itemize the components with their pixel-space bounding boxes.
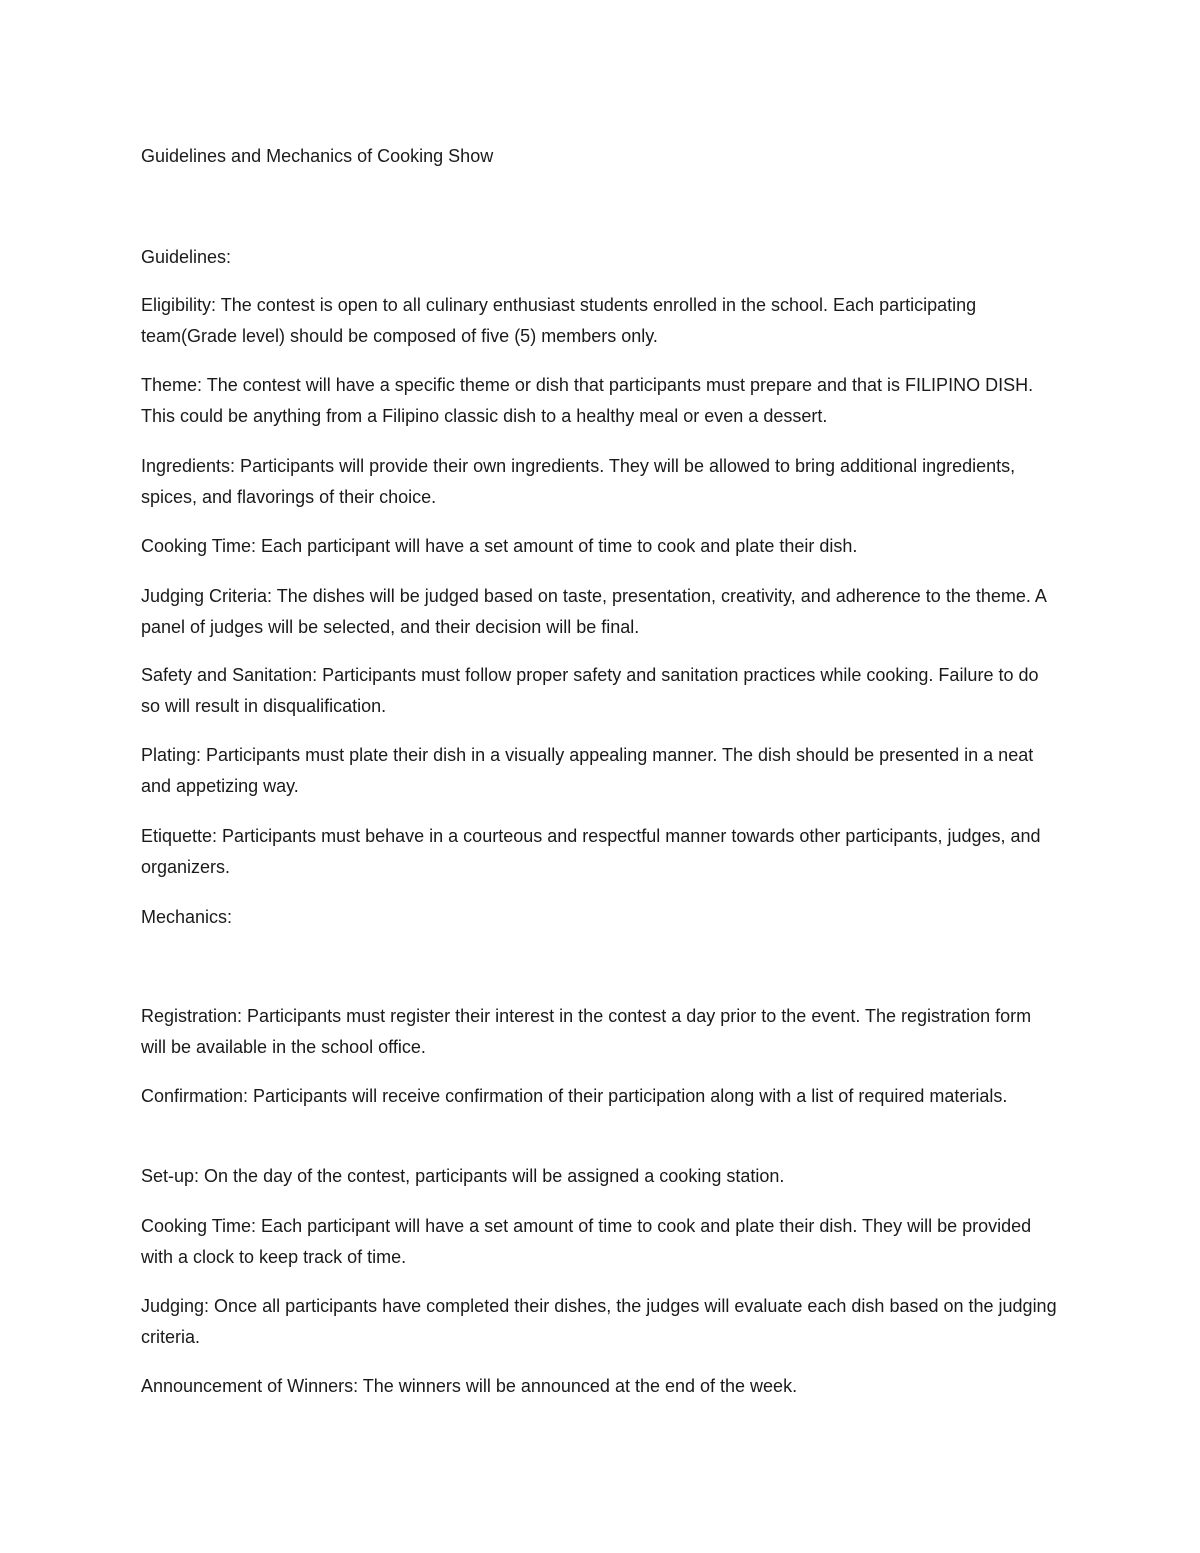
guideline-cooking-time: Cooking Time: Each participant will have a set amount of time to cook and plate their dish. (141, 536, 858, 556)
mechanic-registration: Registration: Participants must register their interest in the contest a day prior to the event. The registration form will be available in the school office. (141, 1006, 1032, 1057)
guidelines-heading: Guidelines: (141, 247, 232, 267)
mechanics-heading: Mechanics: (141, 907, 233, 927)
mechanic-set-up: Set-up: On the day of the contest, participants will be assigned a cooking station. (141, 1166, 785, 1186)
guideline-safety-sanitation: Safety and Sanitation: Participants must follow proper safety and sanitation practices while cooking. Failure to do so will result in disqualification. (141, 665, 1039, 716)
guideline-eligibility: Eligibility: The contest is open to all culinary enthusiast students enrolled in the school. Each participating team(Grade level) should be composed of five (5) members only. (141, 295, 977, 346)
guideline-plating: Plating: Participants must plate their dish in a visually appealing manner. The dish should be presented in a neat and appetizing way. (141, 745, 1034, 796)
guideline-judging-criteria: Judging Criteria: The dishes will be judged based on taste, presentation, creativity, and adherence to the theme. A panel of judges will be selected, and their decision will be final. (141, 586, 1046, 637)
mechanic-cooking-time: Cooking Time: Each participant will have a set amount of time to cook and plate their dish. They will be provided with a clock to keep track of time. (141, 1216, 1032, 1267)
guideline-theme: Theme: The contest will have a specific theme or dish that participants must prepare and that is FILIPINO DISH. This could be anything from a Filipino classic dish to a healthy meal or even a dessert. (141, 375, 1034, 426)
document-title: Guidelines and Mechanics of Cooking Show (141, 146, 494, 166)
guideline-etiquette: Etiquette: Participants must behave in a courteous and respectful manner towards other participants, judges, and organizers. (141, 826, 1041, 877)
mechanic-judging: Judging: Once all participants have completed their dishes, the judges will evaluate each dish based on the judging criteria. (141, 1296, 1057, 1347)
mechanic-confirmation: Confirmation: Participants will receive confirmation of their participation along with a list of required materials. (141, 1086, 1008, 1106)
guideline-ingredients: Ingredients: Participants will provide their own ingredients. They will be allowed to bring additional ingredients, spices, and flavorings of their choice. (141, 456, 1016, 507)
mechanic-announcement: Announcement of Winners: The winners will be announced at the end of the week. (141, 1376, 798, 1396)
